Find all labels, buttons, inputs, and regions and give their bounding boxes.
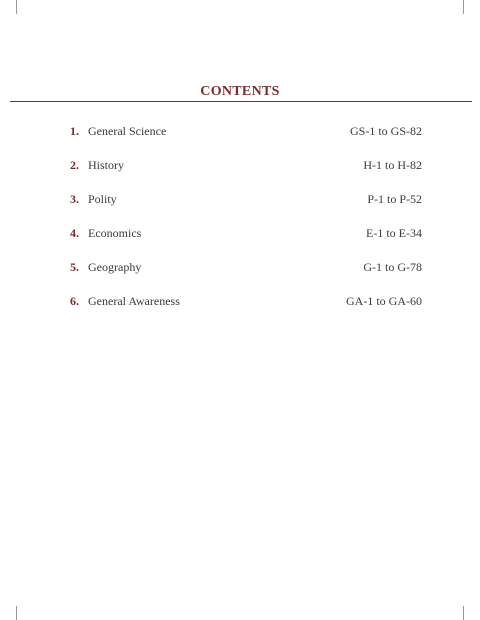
toc-pages: H-1 to H-82 [363,158,422,172]
toc-number: 2. [70,158,79,172]
table-of-contents [70,124,422,328]
toc-pages: P-1 to P-52 [367,192,422,206]
toc-row[interactable] [70,226,422,260]
toc-row[interactable] [70,158,422,192]
toc-row[interactable] [70,294,422,328]
toc-number: 1. [70,124,79,138]
toc-row[interactable] [70,192,422,226]
toc-row[interactable] [70,124,422,158]
toc-number: 3. [70,192,79,206]
crop-mark-top-left [16,0,17,14]
toc-pages: G-1 to G-78 [363,260,422,274]
toc-pages: GS-1 to GS-82 [349,124,422,138]
title-divider [10,101,472,102]
crop-mark-bottom-left [16,606,17,620]
toc-row[interactable] [70,260,422,294]
toc-title: General Science [88,124,167,138]
crop-mark-bottom-right [463,606,464,620]
toc-number: 6. [70,294,79,308]
toc-title: History [88,158,124,172]
toc-pages: E-1 to E-34 [366,226,422,240]
toc-title: Geography [88,260,142,274]
toc-title: Economics [88,226,142,240]
toc-number: 4. [70,226,79,240]
toc-number: 5. [70,260,79,274]
toc-pages: GA-1 to GA-60 [346,294,422,308]
page-title: CONTENTS [200,84,280,99]
crop-mark-top-right [463,0,464,14]
toc-title: Polity [88,192,117,206]
toc-title: General Awareness [88,294,180,308]
